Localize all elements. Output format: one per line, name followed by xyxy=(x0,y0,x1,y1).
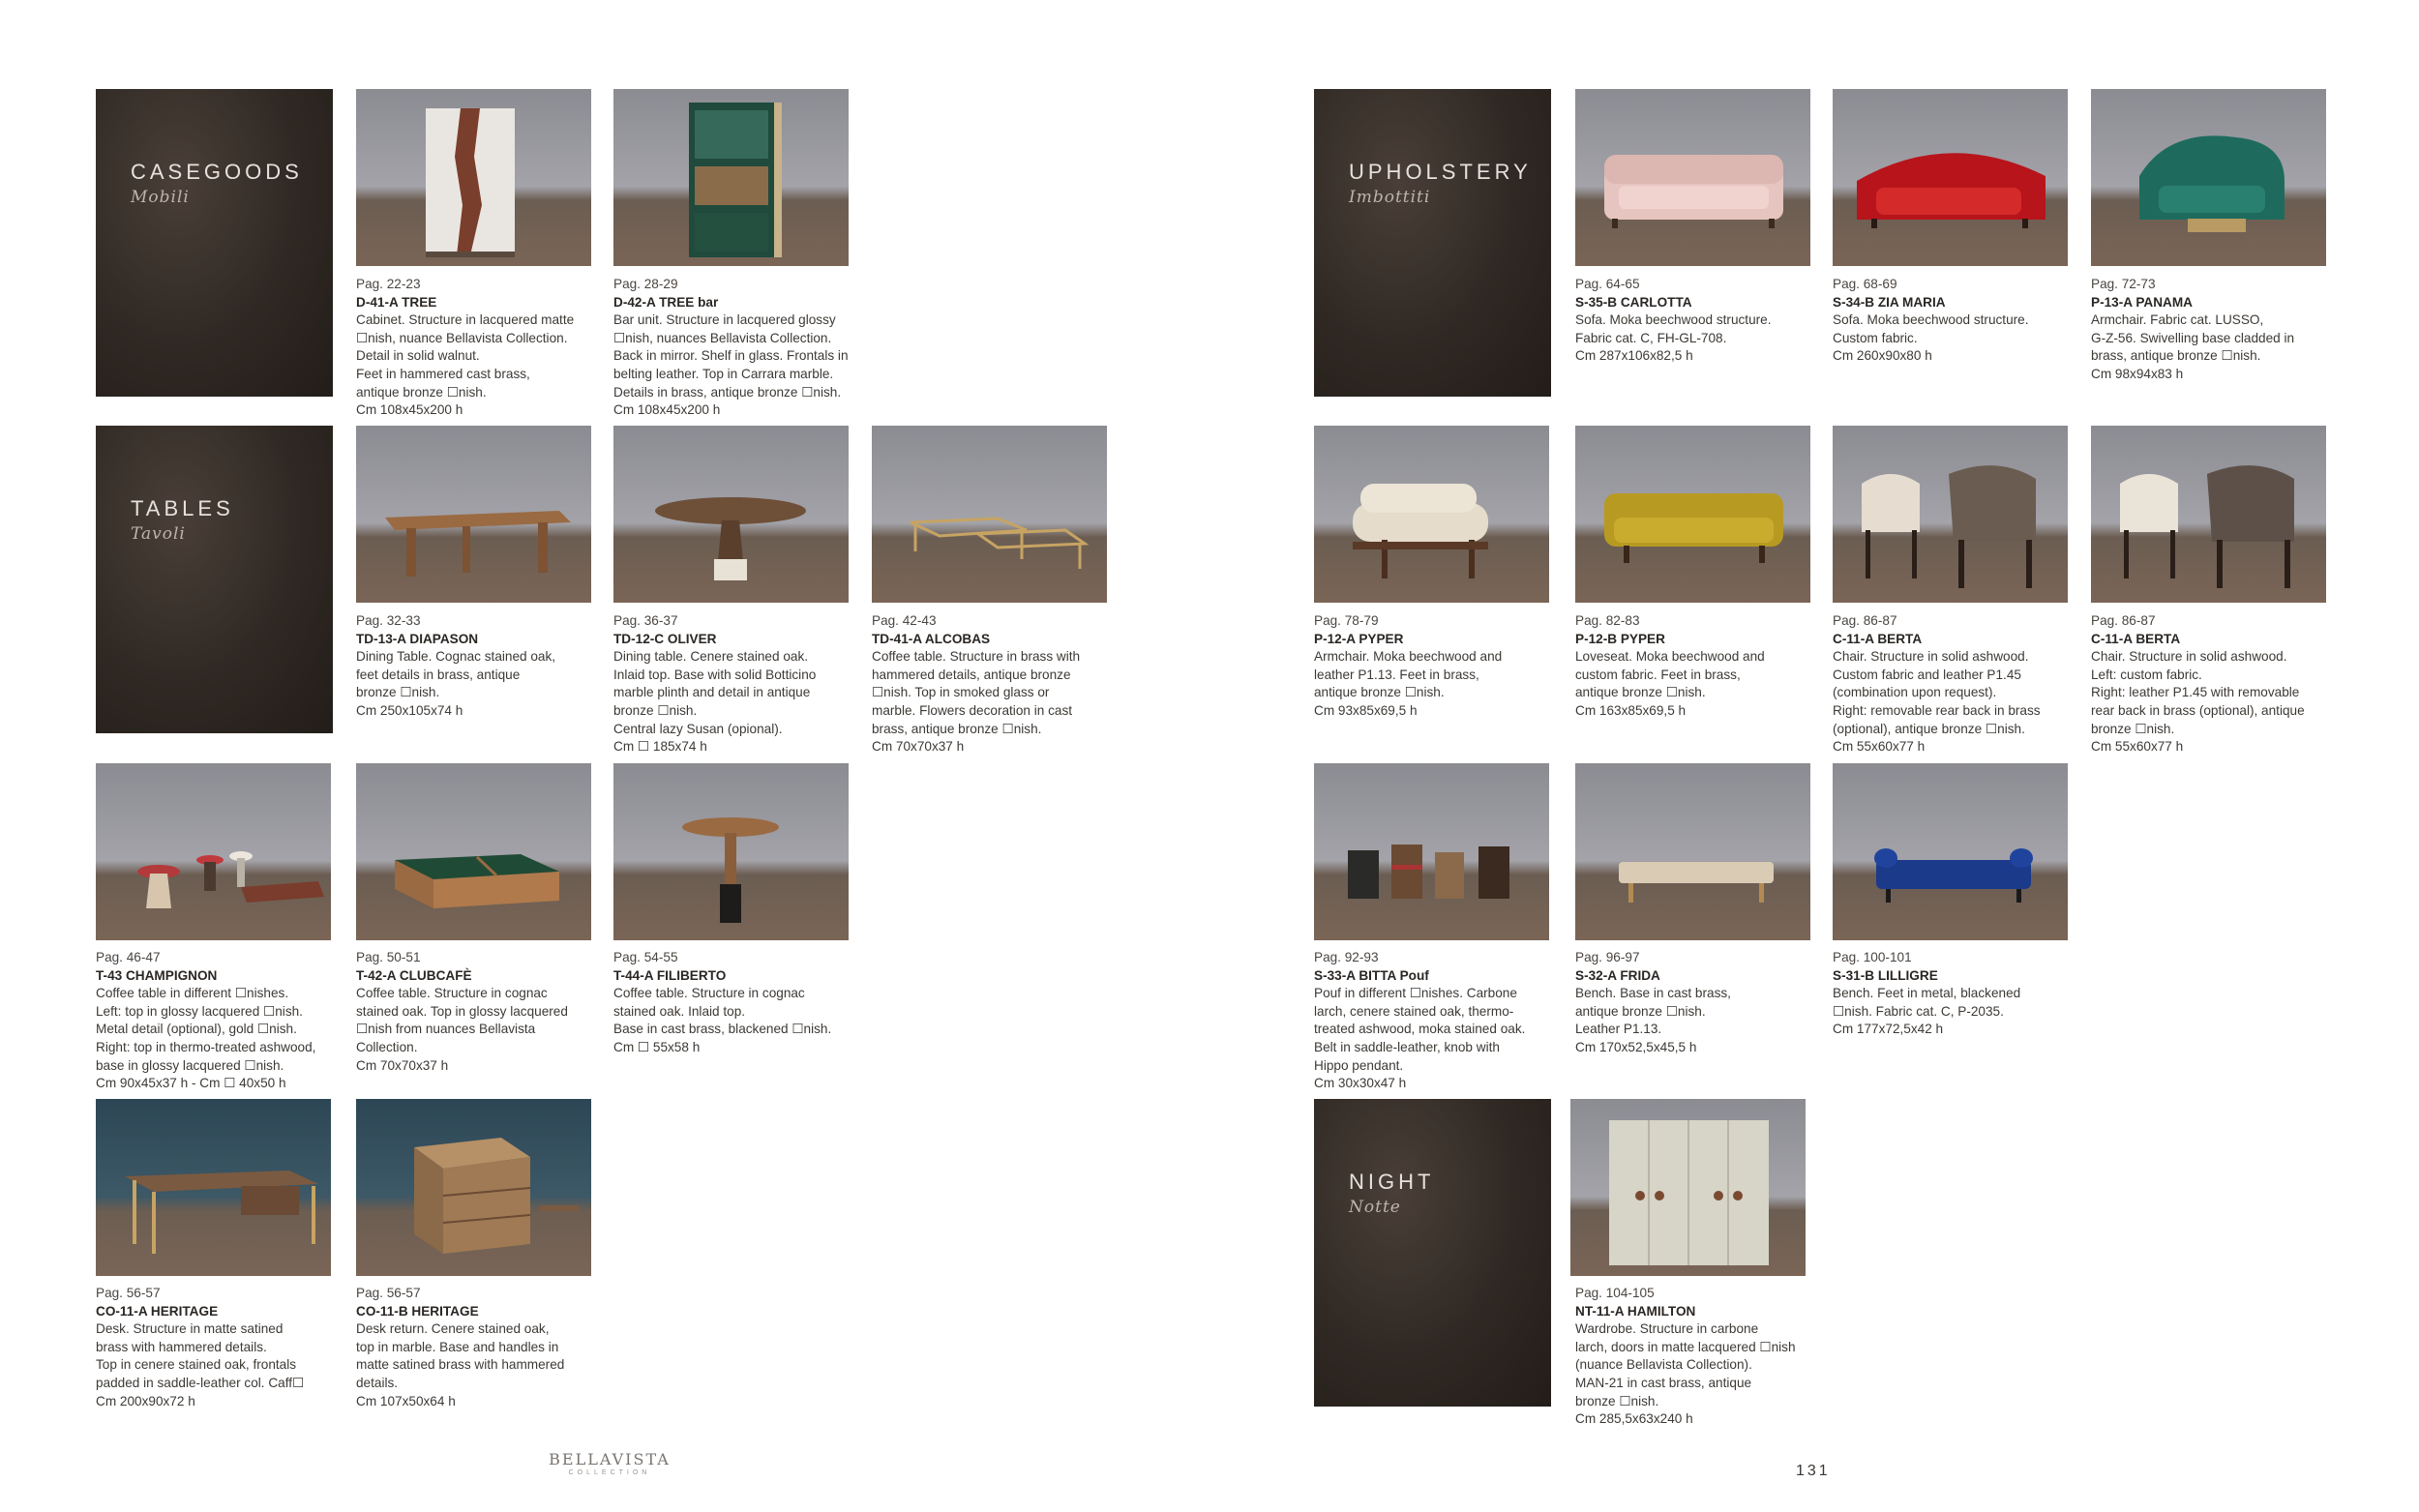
product-description: Dining Table. Cognac stained oak, feet details in brass, antique bronze ☐nish. Cm 250x105x74 h xyxy=(356,649,556,718)
product-code: S-31-B LILLIGRE xyxy=(1833,967,1938,983)
product-description: Coffee table. Structure in cognac stained oak. Inlaid top. Base in cast brass, blackened ☐nish. Cm ☐ 55x58 h xyxy=(613,986,832,1054)
product-caption-tree-bar xyxy=(613,276,867,420)
product-code: T-43 CHAMPIGNON xyxy=(96,967,218,983)
product-description: Desk. Structure in matte satined brass with hammered details. Top in cenere stained oak, frontals padded in saddle-leather col. Caff☐ Cm 200x90x72 h xyxy=(96,1321,305,1408)
product-image-oliver[interactable] xyxy=(613,426,849,603)
product-code: D-41-A TREE xyxy=(356,294,437,310)
product-image-pyper-loveseat[interactable] xyxy=(1575,426,1810,603)
product-image-alcobas[interactable] xyxy=(872,426,1107,603)
product-image-filiberto[interactable] xyxy=(613,763,849,940)
product-code: CO-11-A HERITAGE xyxy=(96,1303,219,1319)
product-caption-filiberto xyxy=(613,949,867,1057)
product-code: TD-41-A ALCOBAS xyxy=(872,631,991,646)
category-upholstery-panel xyxy=(1314,89,1551,397)
page-ref: Pag. 86-87 xyxy=(1833,613,1897,628)
page-ref: Pag. 28-29 xyxy=(613,277,678,291)
product-image-bitta-pouf[interactable] xyxy=(1314,763,1549,940)
product-image-berta-1[interactable] xyxy=(1833,426,2068,603)
product-description: Cabinet. Structure in lacquered matte ☐nish, nuance Bellavista Collection. Detail in solid walnut. Feet in hammered cast brass, antique bronze ☐nish. Cm 108x45x200 h xyxy=(356,312,575,418)
product-code: P-12-A PYPER xyxy=(1314,631,1404,646)
product-image-clubcafe[interactable] xyxy=(356,763,591,940)
page-ref: Pag. 64-65 xyxy=(1575,277,1640,291)
page-ref: Pag. 78-79 xyxy=(1314,613,1379,628)
product-code: D-42-A TREE bar xyxy=(613,294,719,310)
product-code: P-12-B PYPER xyxy=(1575,631,1665,646)
page-number: 131 xyxy=(1796,1463,1831,1479)
product-caption-pyper-loveseat xyxy=(1575,612,1829,721)
product-code: C-11-A BERTA xyxy=(1833,631,1923,646)
product-description: Pouf in different ☐nishes. Carbone larch, cenere stained oak, thermo- treated ashwood, moka stained oak. Belt in saddle-leather, knob with Hippo pendant. Cm 30x30x47 h xyxy=(1314,986,1526,1091)
product-caption-heritage-return xyxy=(356,1285,610,1410)
product-description: Coffee table in different ☐nishes. Left: top in glossy lacquered ☐nish. Metal detail (optional), gold ☐nish. Right: top in thermo-treated ashwood, base in glossy lacquered ☐nish. Cm 90x45x37 h - Cm ☐ 40x50 h xyxy=(96,986,316,1091)
category-subtitle: Mobili xyxy=(131,188,190,207)
page-ref: Pag. 72-73 xyxy=(2091,277,2156,291)
brand-logo-subtitle: COLLECTION xyxy=(568,1469,651,1476)
product-image-hamilton[interactable] xyxy=(1570,1099,1806,1276)
product-description: Wardrobe. Structure in carbone larch, doors in matte lacquered ☐nish (nuance Bellavista Collection). MAN-21 in cast brass, antique bronze ☐nish. Cm 285,5x63x240 h xyxy=(1575,1321,1796,1427)
product-description: Armchair. Moka beechwood and leather P1.13. Feet in brass, antique bronze ☐nish. Cm 93x85x69,5 h xyxy=(1314,649,1503,718)
category-title: NIGHT xyxy=(1349,1170,1435,1194)
product-caption-lilligre xyxy=(1833,949,2086,1039)
product-caption-tree xyxy=(356,276,610,420)
product-image-zia-maria[interactable] xyxy=(1833,89,2068,266)
product-description: Armchair. Fabric cat. LUSSO, G-Z-56. Swivelling base cladded in brass, antique bronze ☐nish. Cm 98x94x83 h xyxy=(2091,312,2295,381)
page-ref: Pag. 22-23 xyxy=(356,277,421,291)
page-ref: Pag. 56-57 xyxy=(356,1286,421,1300)
product-description: Chair. Structure in solid ashwood. Left: custom fabric. Right: leather P1.45 with removable rear back in brass (optional), antique bronze ☐nish. Cm 55x60x77 h xyxy=(2091,649,2305,755)
product-code: TD-13-A DIAPASON xyxy=(356,631,479,646)
page-ref: Pag. 36-37 xyxy=(613,613,678,628)
product-image-berta-2[interactable] xyxy=(2091,426,2326,603)
product-caption-berta-1 xyxy=(1833,612,2086,756)
product-caption-diapason xyxy=(356,612,610,721)
product-code: NT-11-A HAMILTON xyxy=(1575,1303,1696,1319)
product-caption-carlotta xyxy=(1575,276,1829,366)
page-ref: Pag. 104-105 xyxy=(1575,1286,1655,1300)
product-description: Sofa. Moka beechwood structure. Fabric cat. C, FH-GL-708. Cm 287x106x82,5 h xyxy=(1575,312,1772,364)
category-subtitle: Notte xyxy=(1349,1198,1401,1217)
product-description: Bench. Feet in metal, blackened ☐nish. Fabric cat. C, P-2035. Cm 177x72,5x42 h xyxy=(1833,986,2021,1037)
product-image-frida[interactable] xyxy=(1575,763,1810,940)
product-code: CO-11-B HERITAGE xyxy=(356,1303,479,1319)
product-caption-panama xyxy=(2091,276,2344,384)
product-image-pyper-armchair[interactable] xyxy=(1314,426,1549,603)
category-night-panel xyxy=(1314,1099,1551,1407)
product-image-carlotta[interactable] xyxy=(1575,89,1810,266)
product-code: S-35-B CARLOTTA xyxy=(1575,294,1692,310)
product-description: Bench. Base in cast brass, antique bronze ☐nish. Leather P1.13. Cm 170x52,5x45,5 h xyxy=(1575,986,1731,1054)
page-ref: Pag. 32-33 xyxy=(356,613,421,628)
product-description: Coffee table. Structure in cognac stained oak. Top in glossy lacquered ☐nish from nuances Bellavista Collection. Cm 70x70x37 h xyxy=(356,986,568,1073)
product-image-heritage-return[interactable] xyxy=(356,1099,591,1276)
product-image-panama[interactable] xyxy=(2091,89,2326,266)
category-tables-panel xyxy=(96,426,333,733)
product-image-champignon[interactable] xyxy=(96,763,331,940)
product-caption-bitta-pouf xyxy=(1314,949,1568,1093)
product-image-heritage-desk[interactable] xyxy=(96,1099,331,1276)
page-ref: Pag. 56-57 xyxy=(96,1286,161,1300)
product-image-tree[interactable] xyxy=(356,89,591,266)
product-image-diapason[interactable] xyxy=(356,426,591,603)
product-caption-berta-2 xyxy=(2091,612,2344,756)
product-caption-champignon xyxy=(96,949,349,1093)
product-caption-zia-maria xyxy=(1833,276,2086,366)
product-code: P-13-A PANAMA xyxy=(2091,294,2193,310)
category-title: TABLES xyxy=(131,496,234,520)
product-caption-clubcafe xyxy=(356,949,610,1075)
page-ref: Pag. 50-51 xyxy=(356,950,421,964)
product-description: Sofa. Moka beechwood structure. Custom fabric. Cm 260x90x80 h xyxy=(1833,312,2029,364)
category-subtitle: Imbottiti xyxy=(1349,188,1431,207)
product-caption-frida xyxy=(1575,949,1829,1057)
page-ref: Pag. 42-43 xyxy=(872,613,937,628)
product-description: Chair. Structure in solid ashwood. Custom fabric and leather P1.45 (combination upon request). Right: removable rear back in brass (optional), antique bronze ☐nish. Cm 55x60x77 h xyxy=(1833,649,2041,755)
page-ref: Pag. 86-87 xyxy=(2091,613,2156,628)
product-code: S-33-A BITTA Pouf xyxy=(1314,967,1429,983)
page-ref: Pag. 68-69 xyxy=(1833,277,1897,291)
page-ref: Pag. 46-47 xyxy=(96,950,161,964)
product-description: Coffee table. Structure in brass with hammered details, antique bronze ☐nish. Top in smoked glass or marble. Flowers decoration in cast brass, antique bronze ☐nish. Cm 70x70x37 h xyxy=(872,649,1081,755)
category-title: UPHOLSTERY xyxy=(1349,160,1532,184)
product-description: Loveseat. Moka beechwood and custom fabric. Feet in brass, antique bronze ☐nish. Cm 163x85x69,5 h xyxy=(1575,649,1765,718)
product-code: TD-12-C OLIVER xyxy=(613,631,717,646)
page-ref: Pag. 82-83 xyxy=(1575,613,1640,628)
product-caption-pyper-armchair xyxy=(1314,612,1568,721)
product-caption-alcobas xyxy=(872,612,1125,756)
category-casegoods-panel xyxy=(96,89,333,397)
product-caption-hamilton xyxy=(1575,1285,1829,1429)
page-ref: Pag. 54-55 xyxy=(613,950,678,964)
category-subtitle: Tavoli xyxy=(131,524,186,544)
product-caption-heritage-desk xyxy=(96,1285,349,1410)
product-code: S-32-A FRIDA xyxy=(1575,967,1660,983)
product-code: C-11-A BERTA xyxy=(2091,631,2181,646)
product-image-tree-bar[interactable] xyxy=(613,89,849,266)
page-ref: Pag. 100-101 xyxy=(1833,950,1912,964)
page-ref: Pag. 92-93 xyxy=(1314,950,1379,964)
product-description: Dining table. Cenere stained oak. Inlaid top. Base with solid Botticino marble plinth and detail in antique bronze ☐nish. Central lazy Susan (opional). Cm ☐ 185x74 h xyxy=(613,649,817,755)
category-title: CASEGOODS xyxy=(131,160,303,184)
product-image-lilligre[interactable] xyxy=(1833,763,2068,940)
product-description: Bar unit. Structure in lacquered glossy ☐nish, nuances Bellavista Collection. Back in mirror. Shelf in glass. Frontals in belting leather. Top in Carrara marble. Details in brass, antique bronze ☐nish. Cm 108x45x200 h xyxy=(613,312,849,418)
product-code: T-42-A CLUBCAFÈ xyxy=(356,967,472,983)
page-ref: Pag. 96-97 xyxy=(1575,950,1640,964)
product-caption-oliver xyxy=(613,612,867,756)
product-code: S-34-B ZIA MARIA xyxy=(1833,294,1946,310)
product-code: T-44-A FILIBERTO xyxy=(613,967,727,983)
product-description: Desk return. Cenere stained oak, top in marble. Base and handles in matte satined brass with hammered details. Cm 107x50x64 h xyxy=(356,1321,565,1408)
brand-logo: BELLAVISTA xyxy=(549,1450,671,1468)
